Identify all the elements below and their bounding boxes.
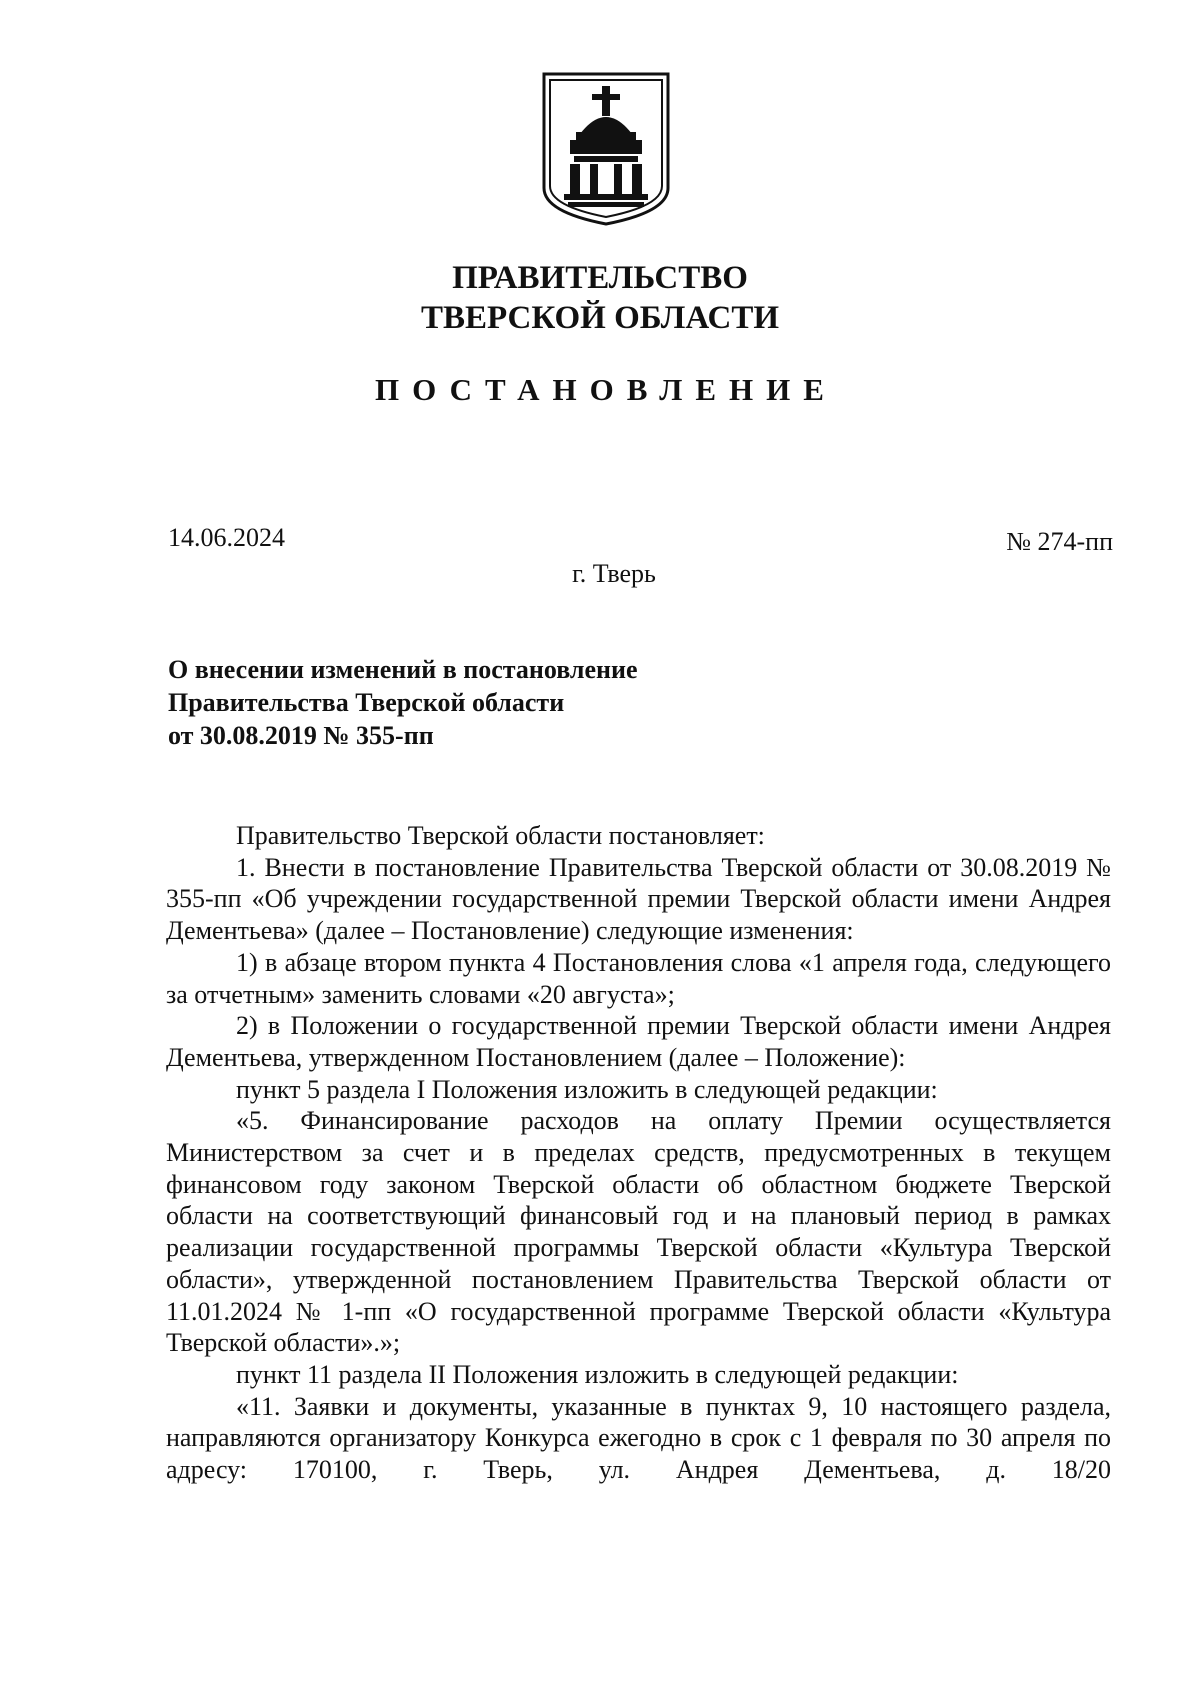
paragraph-preamble: Правительство Тверской области постановляет: bbox=[236, 821, 765, 850]
government-line-1: ПРАВИТЕЛЬСТВО bbox=[452, 260, 748, 296]
paragraph-point-5-text: «5. Финансирование расходов на оплату Премии осуществляется Министерством за счет и в пределах средств, предусмотренных в текущем финансовом году законом Тверской области об областном бюджете Тверской области на соответствующий финансовый год и на плановый период в рамках реализации государственной программы Тверской области «Культура Тверской области», утвержденной постановлением Правительства Тверской области от 11.01.2024 № 1-пп «О государственной программе Тверской области «Культура Тверской области».»; bbox=[166, 1106, 1111, 1358]
subject-line-3: от 30.08.2019 № 355-пп bbox=[168, 721, 434, 750]
document-subject bbox=[168, 653, 638, 752]
subject-line-1: О внесении изменений в постановление bbox=[168, 655, 638, 684]
subject-line-2: Правительства Тверской области bbox=[168, 688, 565, 717]
document-city: г. Тверь bbox=[572, 559, 656, 588]
paragraph-subitem-1: 1) в абзаце втором пункта 4 Постановления слова «1 апреля года, следующего за отчетным» заменить словами «20 августа»; bbox=[166, 947, 1111, 1009]
document-date: 14.06.2024 bbox=[168, 523, 285, 552]
coat-of-arms-icon bbox=[540, 70, 672, 228]
document-number: № 274-пп bbox=[1006, 527, 1113, 556]
paragraph-point-5-intro: пункт 5 раздела I Положения изложить в следующей редакции: bbox=[236, 1074, 938, 1104]
paragraph-item-1: 1. Внести в постановление Правительства Тверской области от 30.08.2019 № 355-пп «Об учреждении государственной премии Тверской области имени Андрея Дементьева» (далее – Постановление) следующие изменения: bbox=[166, 852, 1111, 946]
government-name bbox=[0, 258, 1200, 338]
paragraph-subitem-2: 2) в Положении о государственной премии Тверской области имени Андрея Дементьева, утвержденном Постановлением (далее – Положение): bbox=[166, 1011, 1111, 1072]
paragraph-point-11-intro: пункт 11 раздела II Положения изложить в следующей редакции: bbox=[236, 1359, 959, 1389]
document-type-title: ПОСТАНОВЛЕНИЕ bbox=[375, 372, 837, 407]
document-body bbox=[166, 820, 1111, 1486]
government-line-2: ТВЕРСКОЙ ОБЛАСТИ bbox=[420, 300, 780, 336]
paragraph-point-11-text: «11. Заявки и документы, указанные в пунктах 9, 10 настоящего раздела, направляются организатору Конкурса ежегодно в срок с 1 февраля по 30 апреля по адресу: 170100, г. Тверь, ул. Андрея Дементьева, д. 18/20 bbox=[166, 1391, 1111, 1485]
